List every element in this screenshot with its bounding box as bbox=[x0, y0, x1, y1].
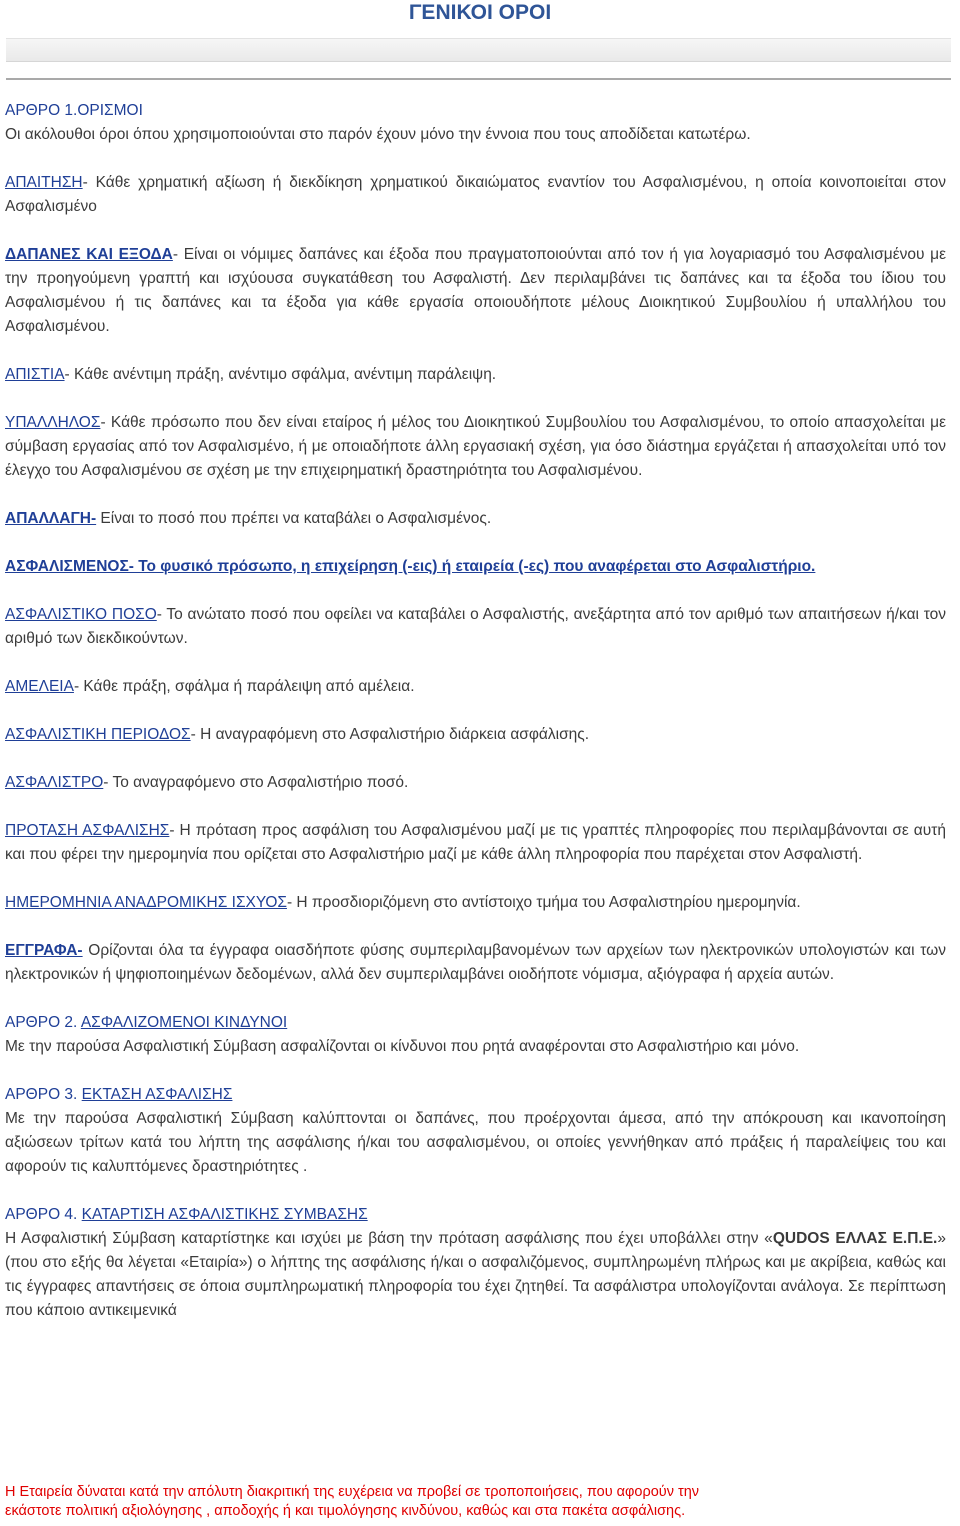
definition-apaitisi bbox=[5, 171, 946, 219]
term-anadromiki: ΗΜΕΡΟΜΗΝΙΑ ΑΝΑΔΡΟΜΙΚΗΣ ΙΣΧΥΟΣ bbox=[5, 894, 287, 911]
definition-anadromiki-text: - Η προσδιοριζόμενη στο αντίστοιχο τμήμα του Ασφαλιστηρίου ημερομηνία. bbox=[286, 894, 801, 911]
article-4-prefix: ΑΡΘΡΟ 4. bbox=[5, 1206, 82, 1223]
article-4 bbox=[5, 1203, 946, 1323]
article-3-heading: ΕΚΤΑΣΗ ΑΣΦΑΛΙΣΗΣ bbox=[81, 1086, 233, 1103]
article-4-text-after: » (που στο εξής θα λέγεται «Εταιρία») ο λήπτης της ασφάλισης ή/και ο ασφαλιζόμενος, συμπληρωμένη πλήρως και με ακρίβεια, καθώς και τις έγγραφες απαντήσεις σε όποια συμπληρωματική πληροφορία του έχει ζητηθεί. Τα ασφάλιστρα υπολογίζονται ανάλογα. Σε περίπτωση που κάποιο αντικειμενικά bbox=[5, 1230, 946, 1319]
definition-dapanes bbox=[5, 243, 946, 339]
term-eggrafa: ΕΓΓΡΑΦΑ- bbox=[5, 942, 83, 959]
term-periodos: ΑΣΦΑΛΙΣΤΙΚΗ ΠΕΡΙΟΔΟΣ bbox=[5, 726, 191, 743]
definition-ameleia-text: - Κάθε πράξη, σφάλμα ή παράλειψη από αμέλεια. bbox=[73, 678, 415, 695]
definition-protasi bbox=[5, 819, 946, 867]
document-body bbox=[5, 99, 946, 1347]
article-1 bbox=[5, 99, 946, 147]
definition-asfalistro-text: - Το αναγραφόμενο στο Ασφαλιστήριο ποσό. bbox=[103, 774, 409, 791]
term-apistia: ΑΠΙΣΤΙΑ bbox=[5, 366, 65, 383]
definition-ameleia bbox=[5, 675, 946, 699]
definition-eggrafa-text: Ορίζονται όλα τα έγγραφα οιασδήποτε φύσης συμπεριλαμβανομένων των αρχείων των ηλεκτρονικών υπολογιστών και των ηλεκτρονικών ή ψηφιοποιημένων δεδομένων, αλλά δεν συμπεριλαμβάνει οιοδήποτε νόμισμα, αξιόγραφα ή αρχεία αυτών. bbox=[5, 942, 946, 983]
definition-apaitisi-text: - Κάθε χρηματική αξίωση ή διεκδίκηση χρηματικού δικαιώματος εναντίον του Ασφαλισμένου, η οποία κοινοποιείται στον Ασφαλισμένο bbox=[5, 174, 946, 215]
article-2-prefix: ΑΡΘΡΟ 2. bbox=[5, 1014, 81, 1031]
definition-asfalismenos bbox=[5, 555, 946, 579]
term-ypallilos: ΥΠΑΛΛΗΛΟΣ bbox=[5, 414, 101, 431]
definition-anadromiki bbox=[5, 891, 946, 915]
footer-notice bbox=[5, 1483, 905, 1521]
term-asfalistro: ΑΣΦΑΛΙΣΤΡΟ bbox=[5, 774, 104, 791]
footer-line-1: Η Εταιρεία δύναται κατά την απόλυτη διακριτική της ευχέρεια να προβεί σε τροποποιήσεις, που αφορούν την bbox=[5, 1484, 700, 1500]
definition-apistia bbox=[5, 363, 946, 387]
term-apallagi: ΑΠΑΛΛΑΓΗ- bbox=[5, 510, 97, 527]
definition-periodos bbox=[5, 723, 946, 747]
article-4-company: QUDOS ΕΛΛΑΣ Ε.Π.Ε. bbox=[772, 1230, 938, 1247]
definition-ypallilos-text: - Κάθε πρόσωπο που δεν είναι εταίρος ή μέλος του Διοικητικού Συμβουλίου του Ασφαλισμένου, το οποίο απασχολείται με σύμβαση εργασίας από τον Ασφαλισμένο, ή με οποιαδήποτε άλλη εργασιακή σχέση, για όσο διάστημα εργάζεται ή απασχολείται υπό τον έλεγχο του Ασφαλισμένου σε σχέση με την επιχειρηματική δραστηριότητα του Ασφαλισμένου. bbox=[5, 414, 946, 479]
article-3-prefix: ΑΡΘΡΟ 3. bbox=[5, 1086, 82, 1103]
footer-line-2: εκάστοτε πολιτική αξιολόγησης , αποδοχής ή και τιμολόγησης κινδύνου, καθώς και στα πακέτα ασφάλισης. bbox=[5, 1503, 686, 1519]
article-3 bbox=[5, 1083, 946, 1179]
article-2-text: Με την παρούσα Ασφαλιστική Σύμβαση ασφαλίζονται οι κίνδυνοι που ρητά αναφέρονται στο Ασφαλιστήριο και μόνο. bbox=[5, 1038, 800, 1055]
article-2-heading: ΑΣΦΑΛΙΖΟΜΕΝΟΙ ΚΙΝΔΥΝΟΙ bbox=[80, 1014, 288, 1031]
definition-apistia-text: - Κάθε ανέντιμη πράξη, ανέντιμο σφάλμα, ανέντιμη παράλειψη. bbox=[64, 366, 497, 383]
term-apaitisi: ΑΠΑΙΤΗΣΗ bbox=[5, 174, 83, 191]
definition-asfalistiko-poso bbox=[5, 603, 946, 651]
term-asfalismenos: ΑΣΦΑΛΙΣΜΕΝΟΣ- Το φυσικό πρόσωπο, η επιχείρηση (-εις) ή εταιρεία (-ες) που αναφέρεται στο Ασφαλιστήριο. bbox=[5, 558, 816, 575]
header-divider bbox=[6, 78, 951, 80]
header-band bbox=[6, 38, 951, 62]
term-asfalistiko-poso: ΑΣΦΑΛΙΣΤΙΚΟ ΠΟΣΟ bbox=[5, 606, 157, 623]
article-1-heading: ΑΡΘΡΟ 1.ΟΡΙΣΜΟΙ bbox=[5, 102, 143, 119]
page-title: ΓΕΝΙΚΟΙ ΟΡΟΙ bbox=[408, 1, 552, 24]
article-4-heading: ΚΑΤΑΡΤΙΣΗ ΑΣΦΑΛΙΣΤΙΚΗΣ ΣΥΜΒΑΣΗΣ bbox=[81, 1206, 368, 1223]
definition-ypallilos bbox=[5, 411, 946, 483]
definition-asfalistiko-poso-text: - Το ανώτατο ποσό που οφείλει να καταβάλει ο Ασφαλιστής, ανεξάρτητα από τον αριθμό των απαιτήσεων ή/και τον αριθμό των διεκδικούντων. bbox=[5, 606, 947, 647]
definition-apallagi bbox=[5, 507, 946, 531]
article-3-text: Με την παρούσα Ασφαλιστική Σύμβαση καλύπτονται οι δαπάνες, που προέρχονται άμεσα, από την απόκρουση και ικανοποίηση αξιώσεων τρίτων κατά του λήπτη της ασφάλισης ή/και του ασφαλισμένου, οι οποίες γεννήθηκαν από πράξεις ή παραλείψεις του και αφορούν τις καλυπτόμενες δραστηριότητες . bbox=[5, 1110, 946, 1175]
article-1-intro: Οι ακόλουθοι όροι όπου χρησιμοποιούνται στο παρόν έχουν μόνο την έννοια που τους αποδίδεται κατωτέρω. bbox=[5, 126, 751, 143]
term-dapanes: ΔΑΠΑΝΕΣ ΚΑΙ ΕΞΟΔΑ bbox=[5, 246, 173, 263]
article-2 bbox=[5, 1011, 946, 1059]
definition-eggrafa bbox=[5, 939, 946, 987]
definition-dapanes-text: - Είναι οι νόμιμες δαπάνες και έξοδα που πραγματοποιούνται από τον ή για λογαριασμό του Ασφαλισμένου με την προηγούμενη γραπτή και ισχύουσα συγκατάθεση του Ασφαλιστή. Δεν περιλαμβάνει τις δαπάνες και τα έξοδα του ίδιου του Ασφαλισμένου ή τις δαπάνες και τα έξοδα για κάθε εργασία οποιουδήποτε μέλους Διοικητικού Συμβουλίου ή υπαλλήλου του Ασφαλισμένου. bbox=[5, 246, 946, 335]
article-4-text-before: Η Ασφαλιστική Σύμβαση καταρτίστηκε και ισχύει με βάση την πρόταση ασφάλισης που έχει υποβάλλει στην « bbox=[5, 1230, 773, 1247]
definition-periodos-text: - Η αναγραφόμενη στο Ασφαλιστήριο διάρκεια ασφάλισης. bbox=[190, 726, 590, 743]
definition-asfalistro bbox=[5, 771, 946, 795]
definition-apallagi-text: Είναι το ποσό που πρέπει να καταβάλει ο Ασφαλισμένος. bbox=[96, 510, 492, 527]
term-protasi: ΠΡΟΤΑΣΗ ΑΣΦΑΛΙΣΗΣ bbox=[5, 822, 170, 839]
term-ameleia: ΑΜΕΛΕΙΑ bbox=[5, 678, 74, 695]
definition-protasi-text: - Η πρόταση προς ασφάλιση του Ασφαλισμένου μαζί με τις γραπτές πληροφορίες που περιλαμβάνονται σε αυτή και που φέρει την ημερομηνία που ορίζεται στο Ασφαλιστήριο μαζί με κάθε άλλη πληροφορία που παρέχεται στον Ασφαλιστή. bbox=[5, 822, 946, 863]
